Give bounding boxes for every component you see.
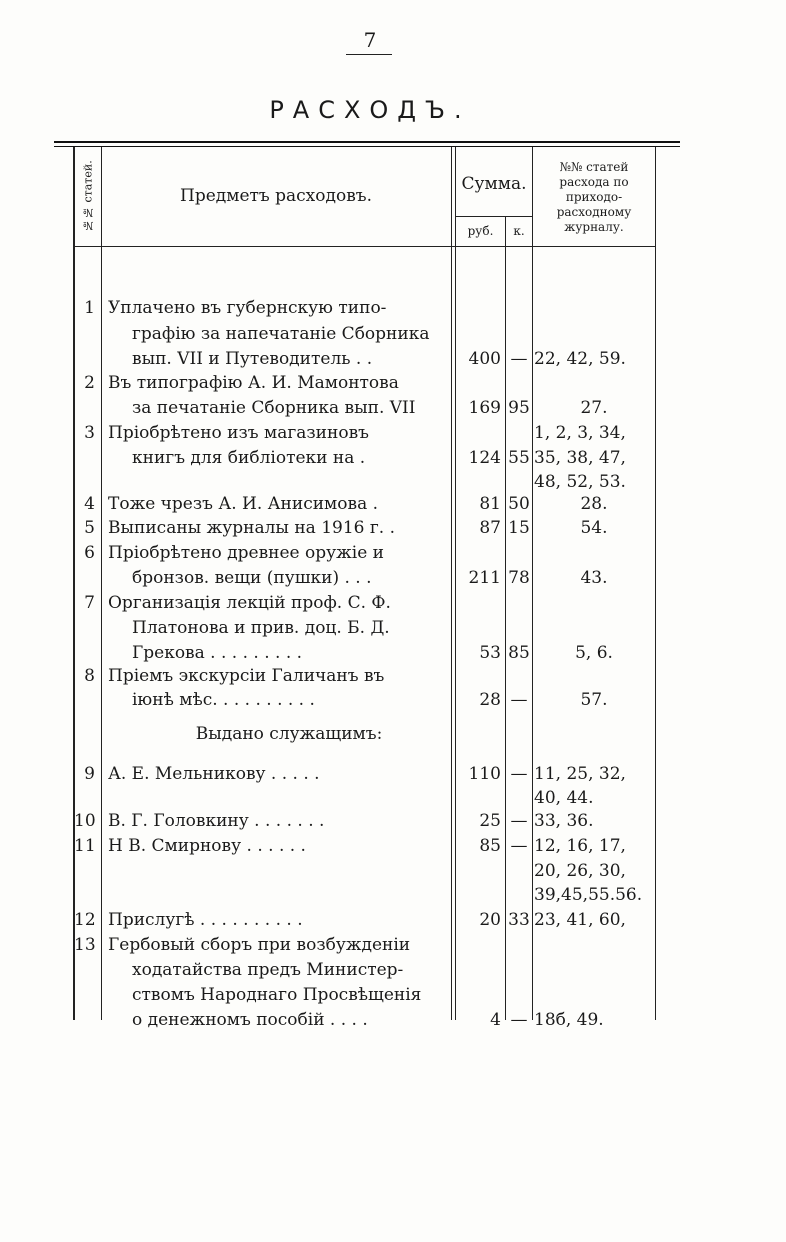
table-row xyxy=(0,641,786,666)
table-row xyxy=(0,664,786,689)
row-subject: Грекова . . . . . . . . . xyxy=(132,643,303,663)
row-journal-refs: 27. xyxy=(580,398,608,418)
row-subject: за печатаніе Сборника вып. VII xyxy=(132,398,416,418)
row-subject: Выдано служащимъ: xyxy=(195,724,383,744)
row-journal-refs: 12, 16, 17, xyxy=(534,836,626,856)
row-amount-kop: — xyxy=(510,836,528,856)
row-amount-rub: 25 xyxy=(479,811,501,831)
header-bottom-rule xyxy=(74,246,656,247)
row-subject: ствомъ Народнаго Просвѣщенія xyxy=(132,985,422,1005)
row-number: 3 xyxy=(84,423,95,443)
row-amount-rub: 81 xyxy=(479,494,501,514)
table-row xyxy=(0,591,786,616)
row-subject: Пріобрѣтено изъ магазиновъ xyxy=(108,423,369,443)
table-row xyxy=(0,722,786,747)
row-amount-rub: 87 xyxy=(479,518,501,538)
table-row xyxy=(0,396,786,421)
table-row xyxy=(0,983,786,1008)
row-amount-rub: 20 xyxy=(479,910,501,930)
row-amount-kop: 85 xyxy=(508,643,530,663)
row-amount-kop: — xyxy=(510,1010,528,1030)
row-subject: Въ типографію А. И. Мамонтова xyxy=(108,373,399,393)
row-subject: Выписаны журналы на 1916 г. . xyxy=(108,518,395,538)
page-number-underline xyxy=(346,54,392,55)
row-amount-rub: 400 xyxy=(468,349,501,369)
row-journal-refs: 11, 25, 32, xyxy=(534,764,626,784)
header-subject-column: Предметъ расходовъ. xyxy=(180,186,372,206)
page-title: РАСХОДЪ. xyxy=(269,96,471,124)
row-subject: іюнѣ мѣс. . . . . . . . . . xyxy=(132,690,315,710)
row-number: 11 xyxy=(74,836,96,856)
row-journal-refs: 33, 36. xyxy=(534,811,594,831)
row-amount-rub: 53 xyxy=(479,643,501,663)
row-subject: Организація лекцій проф. С. Ф. xyxy=(108,593,391,613)
row-amount-kop: — xyxy=(510,690,528,710)
table-row xyxy=(0,516,786,541)
table-row xyxy=(0,933,786,958)
row-number: 13 xyxy=(74,935,96,955)
row-amount-rub: 4 xyxy=(490,1010,501,1030)
row-amount-rub: 28 xyxy=(479,690,501,710)
row-number: 10 xyxy=(74,811,96,831)
row-journal-refs: 22, 42, 59. xyxy=(534,349,626,369)
table-row xyxy=(0,616,786,641)
header-refs-column: №№ статей расхода по приходо-расходному журналу. xyxy=(556,160,632,234)
row-amount-kop: — xyxy=(510,349,528,369)
row-amount-rub: 124 xyxy=(468,448,501,468)
row-number: 1 xyxy=(84,298,95,318)
row-subject: книгъ для библіотеки на . xyxy=(132,448,366,468)
row-subject: Тоже чрезъ А. И. Анисимова . xyxy=(108,494,379,514)
page-number: 7 xyxy=(363,28,377,52)
row-amount-kop: 15 xyxy=(508,518,530,538)
row-journal-refs: 1, 2, 3, 34, xyxy=(534,423,626,443)
row-number: 8 xyxy=(84,666,95,686)
row-subject: Платонова и прив. доц. Б. Д. xyxy=(132,618,390,638)
row-journal-refs: 18б, 49. xyxy=(534,1010,604,1030)
top-rule-thick xyxy=(54,141,680,143)
header-sum-column: Сумма. xyxy=(461,174,527,194)
table-row xyxy=(0,566,786,591)
header-kop: к. xyxy=(513,224,525,238)
row-amount-kop: — xyxy=(510,811,528,831)
row-amount-kop: 55 xyxy=(508,448,530,468)
table-row xyxy=(0,762,786,787)
row-subject: Прислугѣ . . . . . . . . . . xyxy=(108,910,303,930)
table-row xyxy=(0,908,786,933)
row-amount-kop: — xyxy=(510,764,528,784)
table-row xyxy=(0,541,786,566)
row-amount-rub: 169 xyxy=(468,398,501,418)
row-subject: ходатайства предъ Министер- xyxy=(132,960,404,980)
row-amount-kop: 78 xyxy=(508,568,530,588)
row-subject: Уплачено въ губернскую типо- xyxy=(108,298,387,318)
row-subject: Пріемъ экскурсіи Галичанъ въ xyxy=(108,666,385,686)
row-journal-refs: 48, 52, 53. xyxy=(534,472,626,492)
row-subject: Пріобрѣтено древнее оружіе и xyxy=(108,543,385,563)
table-row xyxy=(0,1008,786,1033)
row-journal-refs: 57. xyxy=(580,690,608,710)
header-rub: руб. xyxy=(467,224,494,238)
row-number: 7 xyxy=(84,593,95,613)
row-subject: бронзов. вещи (пушки) . . . xyxy=(132,568,372,588)
row-subject: вып. VII и Путеводитель . . xyxy=(132,349,373,369)
table-row xyxy=(0,371,786,396)
table-row xyxy=(0,492,786,517)
row-number: 2 xyxy=(84,373,95,393)
row-journal-refs: 54. xyxy=(580,518,608,538)
row-journal-refs: 40, 44. xyxy=(534,788,594,808)
table-row xyxy=(0,322,786,347)
row-number: 9 xyxy=(84,764,95,784)
table-row xyxy=(0,421,786,446)
row-subject: о денежномъ пособій . . . . xyxy=(132,1010,368,1030)
table-row xyxy=(0,688,786,713)
table-row xyxy=(0,958,786,983)
table-row xyxy=(0,446,786,471)
row-number: 4 xyxy=(84,494,95,514)
table-row xyxy=(0,296,786,321)
row-journal-refs: 39,45,55.56. xyxy=(534,885,643,905)
table-row xyxy=(0,883,786,908)
row-amount-rub: 211 xyxy=(468,568,501,588)
row-amount-kop: 33 xyxy=(508,910,530,930)
row-amount-kop: 50 xyxy=(508,494,530,514)
row-journal-refs: 43. xyxy=(580,568,608,588)
top-rule-thin xyxy=(54,146,680,147)
row-subject: В. Г. Головкину . . . . . . . xyxy=(108,811,325,831)
table-row xyxy=(0,347,786,372)
row-subject: графію за напечатаніе Сборника xyxy=(132,324,430,344)
row-journal-refs: 28. xyxy=(580,494,608,514)
row-subject: А. Е. Мельникову . . . . . xyxy=(108,764,320,784)
row-subject: Н В. Смирнову . . . . . . xyxy=(108,836,306,856)
row-amount-rub: 85 xyxy=(479,836,501,856)
sum-header-split-rule xyxy=(455,216,533,217)
row-amount-kop: 95 xyxy=(508,398,530,418)
header-number-column: №№ статей. xyxy=(81,160,95,232)
row-journal-refs: 23, 41, 60, xyxy=(534,910,626,930)
row-number: 5 xyxy=(84,518,95,538)
table-row xyxy=(0,809,786,834)
row-journal-refs: 35, 38, 47, xyxy=(534,448,626,468)
row-amount-rub: 110 xyxy=(468,764,501,784)
table-row xyxy=(0,859,786,884)
row-journal-refs: 20, 26, 30, xyxy=(534,861,626,881)
row-number: 12 xyxy=(74,910,96,930)
row-number: 6 xyxy=(84,543,95,563)
row-journal-refs: 5, 6. xyxy=(575,643,613,663)
table-row xyxy=(0,834,786,859)
row-subject: Гербовый сборъ при возбужденіи xyxy=(108,935,411,955)
table-row xyxy=(0,786,786,811)
